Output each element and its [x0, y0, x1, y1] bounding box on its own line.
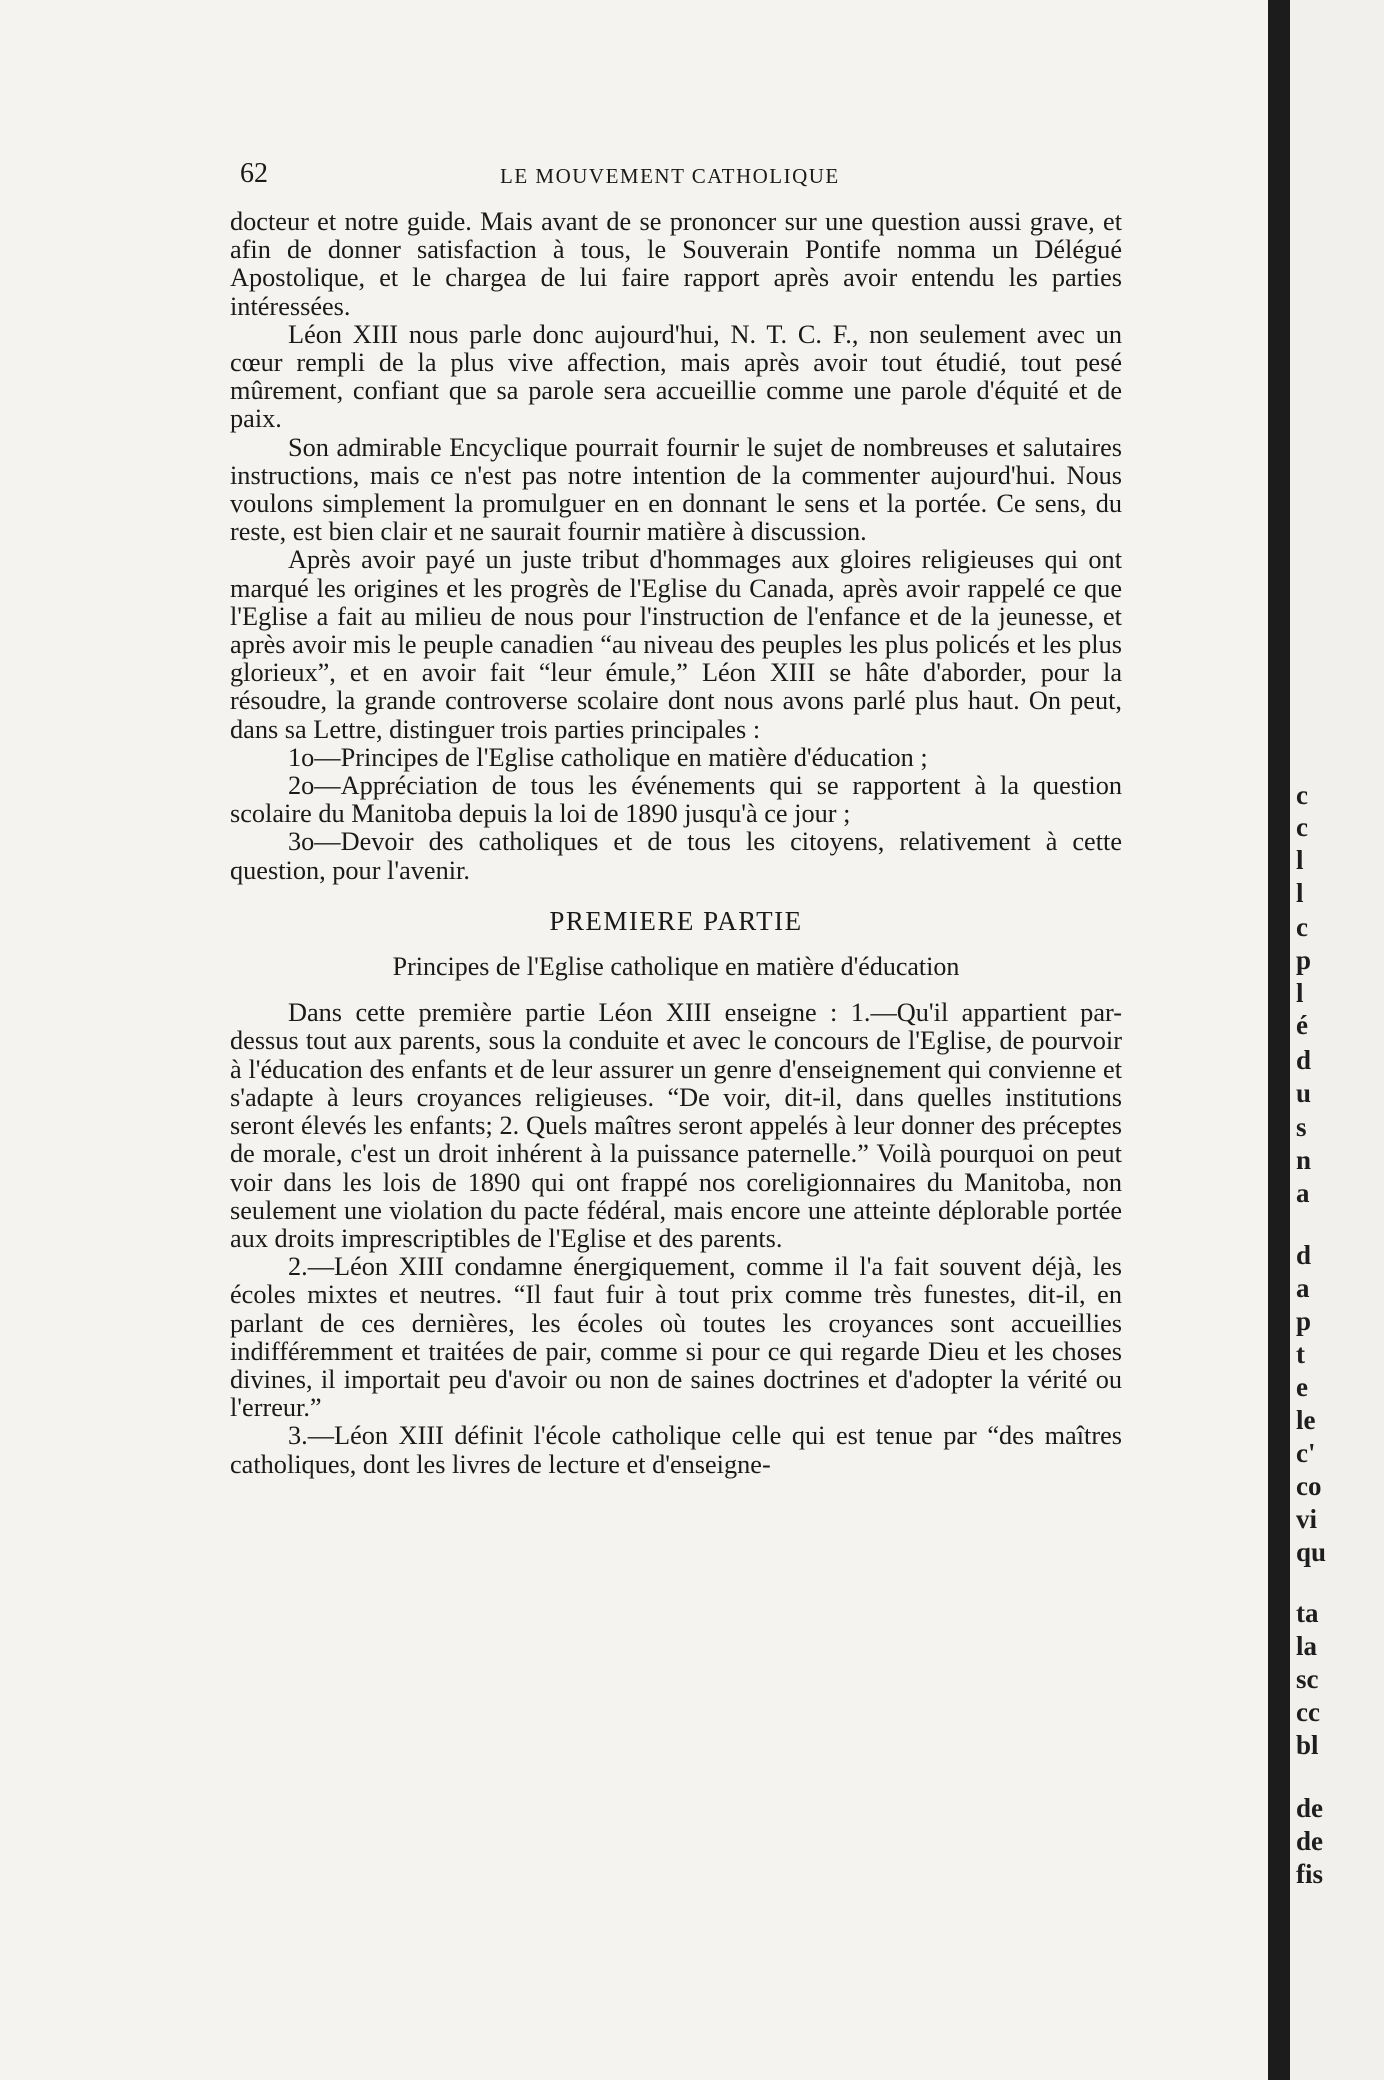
paragraph: 2.—Léon XIII condamne énergiquement, comme il l'a fait souvent déjà, les écoles mixtes et neutres. “Il faut fuir à tout prix comme très funestes, dit-il, en parlant de ces dernières, les écoles où toutes les croyances sont accueillies indifféremment et traitées de pair, comme si pour ce qui regarde Dieu et les choses divines, il importait peu d'avoir ou non de saines doctrines et d'adopter la vérité ou l'erreur.”: [230, 1252, 1122, 1423]
adjacent-page-edge: [1290, 0, 1384, 2080]
paragraph: Léon XIII nous parle donc aujourd'hui, N. T. C. F., non seulement avec un cœur rempli de la plus vive affection, mais après avoir tout étudié, tout pesé mûrement, confiant que sa parole sera accueillie comme une parole d'équité et de paix.: [230, 319, 1122, 434]
next-page-fragment: c: [1296, 812, 1308, 842]
next-page-fragment: sc: [1296, 1664, 1319, 1694]
next-page-fragment: d: [1296, 1240, 1312, 1270]
next-page-fragment: p: [1296, 945, 1312, 975]
next-page-fragment: é: [1296, 1010, 1308, 1040]
next-page-fragment: c: [1296, 780, 1308, 810]
next-page-fragment: vi: [1296, 1504, 1318, 1534]
list-item: 1o—Principes de l'Eglise catholique en matière d'éducation ;: [288, 742, 928, 772]
next-page-fragment: c: [1296, 912, 1308, 942]
next-page-fragment: co: [1296, 1471, 1322, 1501]
next-page-fragment: l: [1296, 978, 1304, 1008]
section-subtitle: Principes de l'Eglise catholique en matière d'éducation: [392, 952, 960, 982]
next-page-fragment: qu: [1296, 1537, 1327, 1567]
next-page-fragment: ta: [1296, 1598, 1319, 1628]
next-page-fragment: l: [1296, 845, 1304, 875]
paragraph: docteur et notre guide. Mais avant de se prononcer sur une question aussi grave, et afin de donner satisfaction à tous, le Souverain Pontife nomma un Délégué Apostolique, et le chargea de lui faire rapport après avoir entendu les parties intéressées.: [230, 207, 1122, 321]
page-gutter: [1268, 0, 1290, 2080]
paragraph: Son admirable Encyclique pourrait fournir le sujet de nombreuses et salutaires instructions, mais ce n'est pas notre intention de la commenter aujourd'hui. Nous voulons simplement la promulguer en en donnant le sens et la portée. Ce sens, du reste, est bien clair et ne saurait fournir matière à discussion.: [230, 432, 1122, 547]
paragraph: Après avoir payé un juste tribut d'hommages aux gloires religieuses qui ont marqué les origines et les progrès de l'Eglise du Canada, après avoir rappelé ce que l'Eglise a fait au milieu de nous pour l'instruction de l'enfance et de la jeunesse, et après avoir mis le peuple canadien “au niveau des peuples les plus policés et les plus glorieux”, et en avoir fait “leur émule,” Léon XIII se hâte d'aborder, pour la résoudre, la grande controverse scolaire dont nous avons parlé plus haut. On peut, dans sa Lettre, distinguer trois parties principales :: [230, 545, 1122, 744]
next-page-fragment: n: [1296, 1145, 1312, 1175]
next-page-fragment: le: [1296, 1405, 1316, 1435]
next-page-fragment: l: [1296, 878, 1304, 908]
next-page-fragment: d: [1296, 1045, 1312, 1075]
next-page-fragment: s: [1296, 1112, 1307, 1142]
list-item: 2o—Appréciation de tous les événements qui se rapportent à la question scolaire du Manitoba depuis la loi de 1890 jusqu'à ce jour ;: [230, 771, 1122, 829]
next-page-fragment: bl: [1296, 1730, 1319, 1760]
next-page-fragment: la: [1296, 1631, 1318, 1661]
paragraph: Dans cette première partie Léon XIII enseigne : 1.—Qu'il appartient par-dessus tout aux parents, sous la conduite et avec le concours de l'Eglise, de pourvoir à l'éducation des enfants et de leur assurer un genre d'enseignement qui convienne et s'adapte à leurs croyances religieuses. “De voir, dit-il, dans quelles institutions seront élevés les enfants; 2. Quels maîtres seront appelés à leur donner des préceptes de morale, c'est un droit inhérent à la puissance paternelle.” Voilà pourquoi on peut voir dans les lois de 1890 qui ont frappé nos coreligionnaires du Manitoba, non seulement une violation du pacte fédéral, mais encore une atteinte déplorable portée aux droits imprescriptibles de l'Eglise et des parents.: [230, 998, 1122, 1253]
running-title: LE MOUVEMENT CATHOLIQUE: [500, 164, 840, 188]
next-page-fragment: u: [1296, 1078, 1312, 1108]
next-page-fragment: t: [1296, 1339, 1305, 1369]
body-text: [230, 208, 1122, 1479]
next-page-fragment: a: [1296, 1178, 1310, 1208]
next-page-fragment: de: [1296, 1826, 1323, 1856]
page-header: [240, 158, 1120, 198]
paragraph: 3.—Léon XIII définit l'école catholique celle qui est tenue par “des maîtres catholiques, dont les livres de lecture et d'enseigne-: [230, 1421, 1122, 1479]
list-item: 3o—Devoir des catholiques et de tous les citoyens, relativement à cette question, pour l'avenir.: [230, 827, 1122, 885]
next-page-fragment: fis: [1296, 1859, 1323, 1889]
next-page-fragment: c': [1296, 1438, 1316, 1468]
next-page-fragment: cc: [1296, 1697, 1320, 1727]
section-title: PREMIERE PARTIE: [549, 905, 803, 936]
page-number: 62: [240, 158, 268, 189]
next-page-fragment: e: [1296, 1372, 1308, 1402]
next-page-fragment: p: [1296, 1306, 1312, 1336]
next-page-fragment: de: [1296, 1793, 1323, 1823]
next-page-fragment: a: [1296, 1273, 1310, 1303]
